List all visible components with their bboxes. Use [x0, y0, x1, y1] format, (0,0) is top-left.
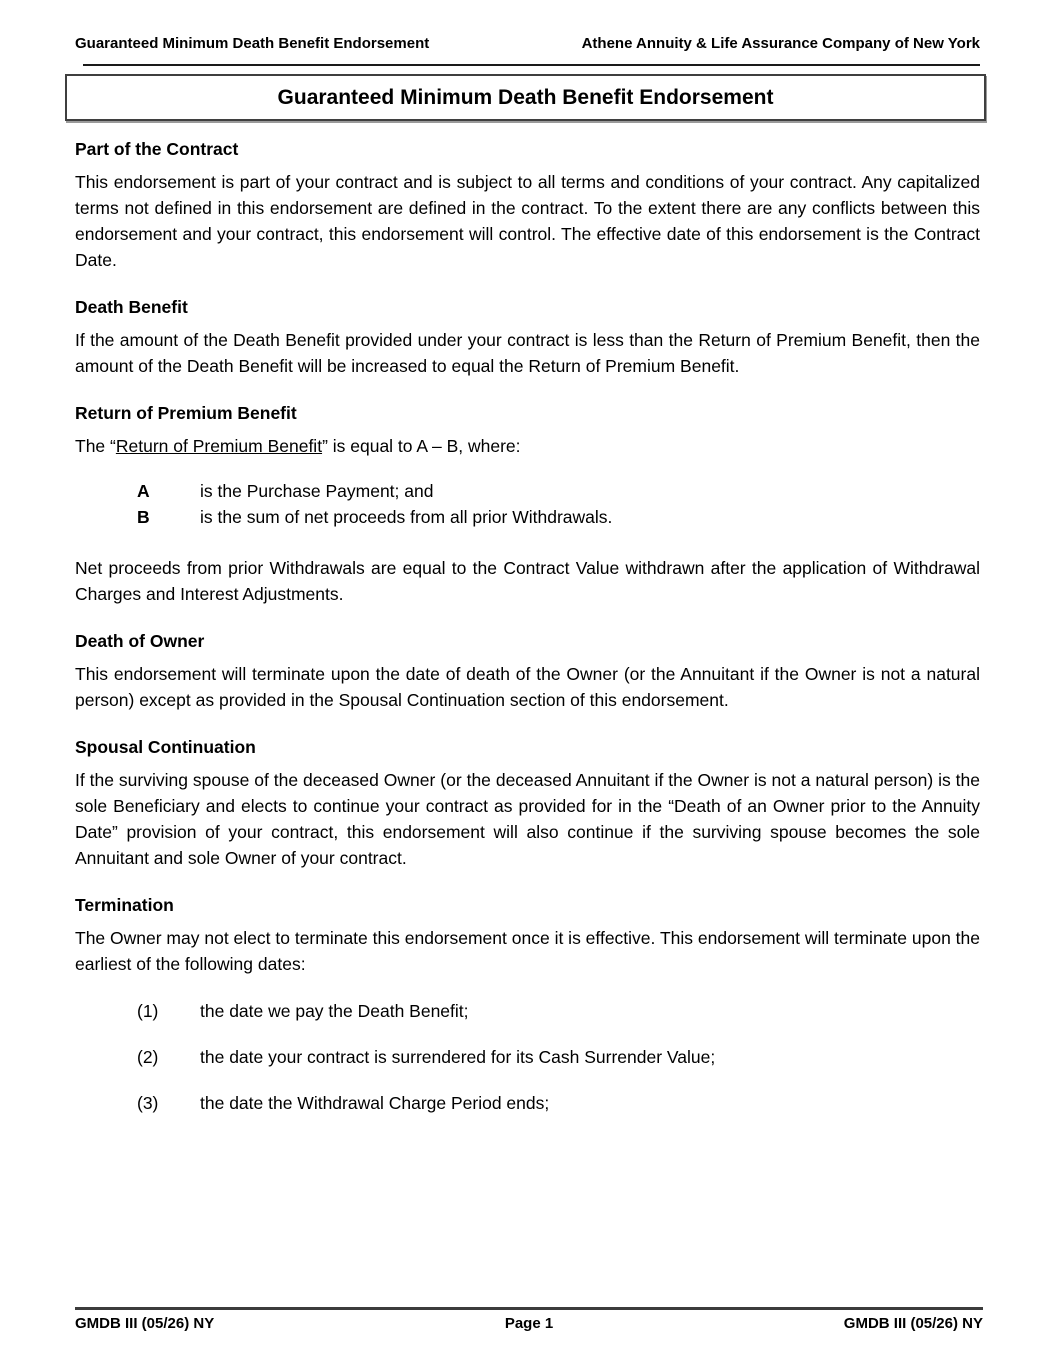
section-death-benefit [75, 296, 980, 379]
section-heading: Return of Premium Benefit [75, 403, 297, 423]
definition-text: is the Purchase Payment; and [200, 481, 434, 501]
defined-term: Return of Premium Benefit [115, 436, 323, 456]
list-item-number: (3) [137, 1093, 159, 1113]
footer-form-number-right: GMDB III (05/26) NY [843, 1315, 983, 1332]
termination-date-list [75, 998, 980, 1116]
section-heading: Spousal Continuation [75, 737, 256, 757]
section-death-of-owner [75, 630, 980, 713]
definition-row-a [75, 478, 980, 504]
intro-suffix: ” is equal to A – B, where: [322, 436, 521, 456]
running-header-right: Athene Annuity & Life Assurance Company of New York [581, 35, 980, 52]
section-body: This endorsement will terminate upon the date of death of the Owner (or the Annuitant if the Owner is not a natural person) except as provided in the Spousal Continuation section of this endorsement. [75, 664, 980, 710]
list-item-text: the date we pay the Death Benefit; [200, 1001, 469, 1021]
list-item [75, 1044, 980, 1070]
section-heading: Termination [75, 895, 174, 915]
running-header-left: Guaranteed Minimum Death Benefit Endorsement [75, 35, 430, 52]
section-intro [75, 433, 980, 459]
section-heading: Death of Owner [75, 631, 205, 651]
list-item-text: the date the Withdrawal Charge Period ends; [200, 1093, 550, 1113]
section-spousal-continuation [75, 736, 980, 871]
section-body: If the surviving spouse of the deceased Owner (or the deceased Annuitant if the Owner is not a natural person) is the sole Beneficiary and elects to continue your contract as provided for in the “Death of an Owner prior to the Annuity Date” provision of your contract, this endorsement will also continue if the surviving spouse becomes the sole Annuitant and sole Owner of your contract. [75, 770, 980, 868]
footer-divider [75, 1307, 983, 1310]
intro-prefix: The “ [75, 436, 116, 456]
section-return-of-premium [75, 402, 980, 607]
header-divider [83, 64, 980, 66]
section-body: If the amount of the Death Benefit provided under your contract is less than the Return of Premium Benefit, then the amount of the Death Benefit will be increased to equal the Return of Premium Benefit. [75, 330, 980, 376]
definition-term: A [137, 481, 150, 501]
section-body: The Owner may not elect to terminate this endorsement once it is effective. This endorsement will terminate upon the earliest of the following dates: [75, 928, 980, 974]
section-body: This endorsement is part of your contract and is subject to all terms and conditions of your contract. Any capitalized terms not defined in this endorsement are defined in the contract. To the extent there are any conflicts between this endorsement and your contract, this endorsement will control. The effective date of this endorsement is the Contract Date. [75, 172, 980, 270]
definition-list [75, 478, 980, 530]
section-heading: Part of the Contract [75, 139, 239, 159]
list-item [75, 998, 980, 1024]
list-item-number: (2) [137, 1047, 159, 1067]
running-footer [75, 1307, 983, 1365]
footer-form-number-left: GMDB III (05/26) NY [75, 1315, 215, 1332]
page-title: Guaranteed Minimum Death Benefit Endorsement [277, 85, 774, 109]
section-heading: Death Benefit [75, 297, 188, 317]
section-body: Net proceeds from prior Withdrawals are equal to the Contract Value withdrawn after the application of Withdrawal Charges and Interest Adjustments. [75, 558, 980, 604]
definition-row-b [75, 504, 980, 530]
title-box [65, 74, 986, 121]
list-item [75, 1090, 980, 1116]
section-part-of-contract [75, 138, 980, 273]
definition-term: B [137, 507, 150, 527]
footer-page-number: Page 1 [504, 1315, 554, 1332]
running-header [75, 36, 980, 52]
list-item-number: (1) [137, 1001, 159, 1021]
list-item-text: the date your contract is surrendered for its Cash Surrender Value; [200, 1047, 716, 1067]
footer-row [75, 1315, 983, 1332]
section-termination [75, 894, 980, 1116]
definition-text: is the sum of net proceeds from all prior Withdrawals. [200, 507, 613, 527]
